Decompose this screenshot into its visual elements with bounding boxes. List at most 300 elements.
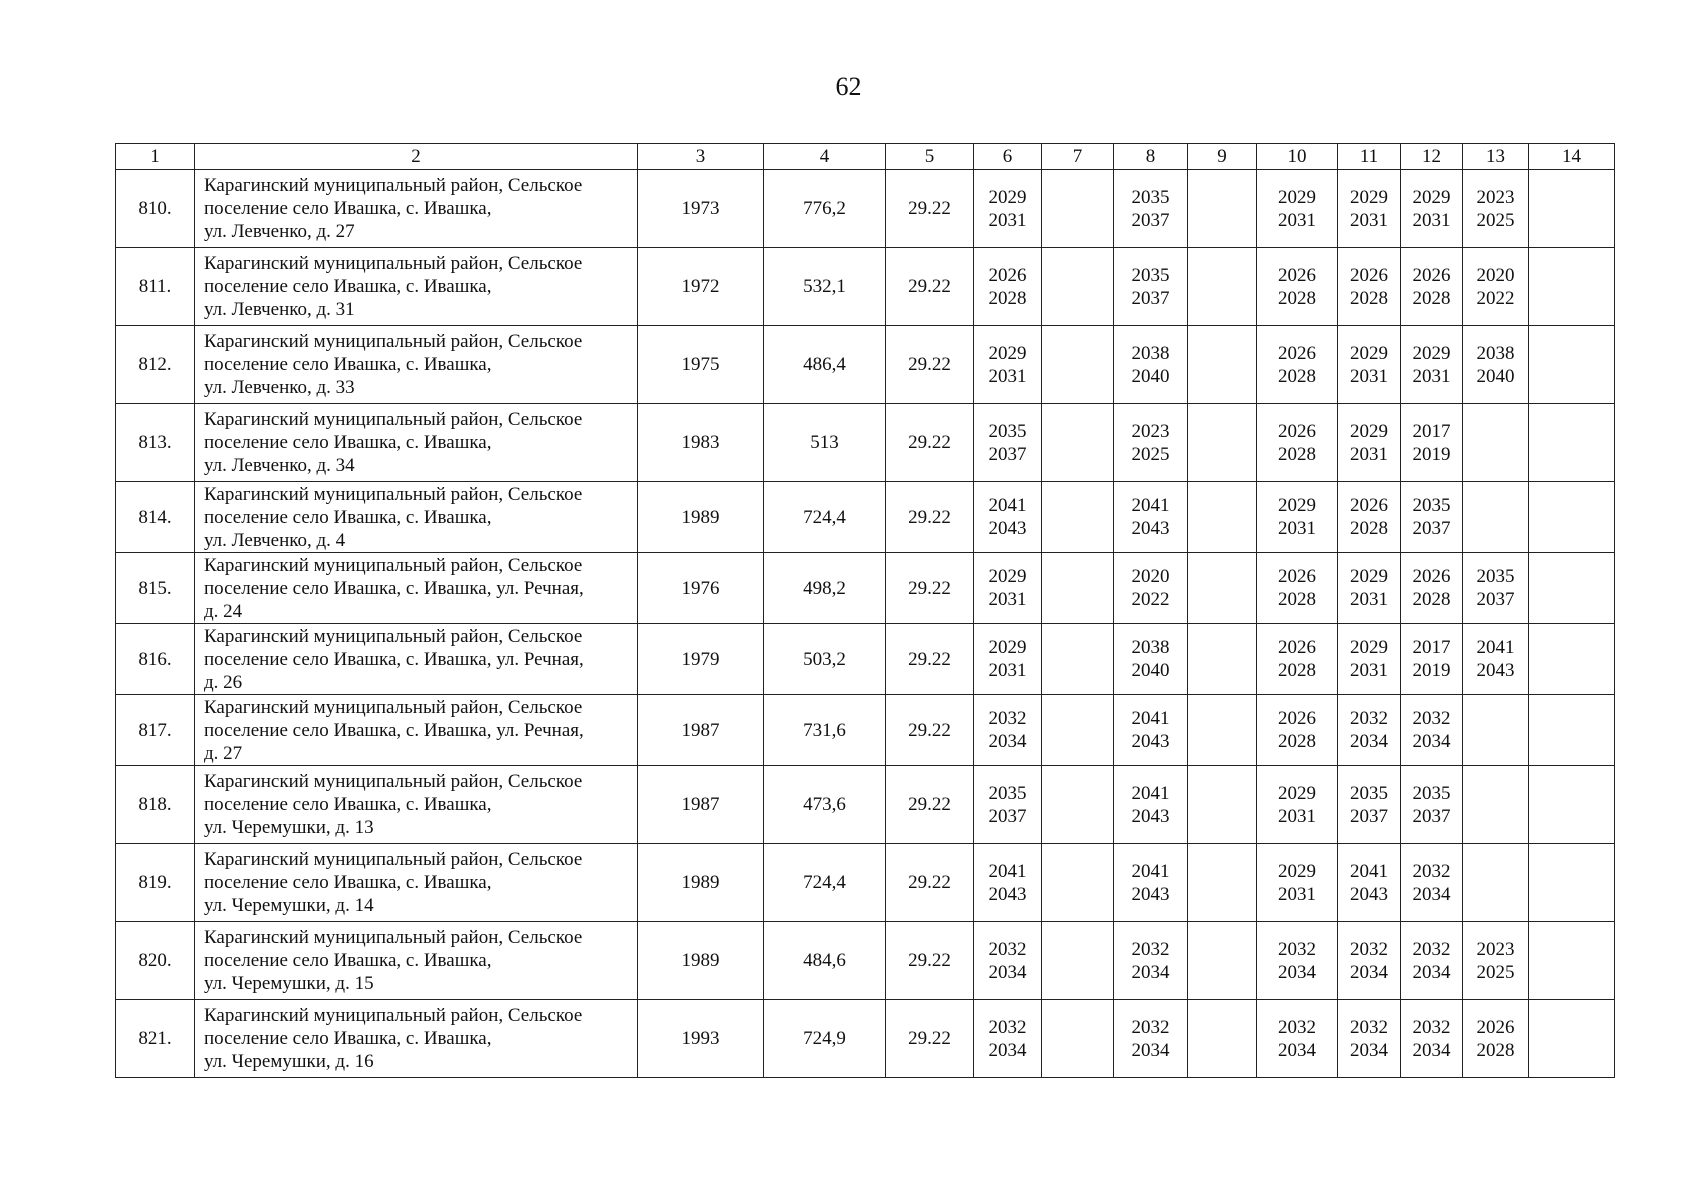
period-year: 2043 <box>1131 883 1170 905</box>
period-year: 2031 <box>988 589 1027 610</box>
period-year: 2032 <box>1350 1016 1388 1038</box>
period-year: 2035 <box>1131 186 1170 208</box>
table-row <box>116 844 1615 922</box>
period-year: 2026 <box>1350 495 1388 516</box>
period-year: 2032 <box>1412 860 1451 882</box>
period-year: 2041 <box>1131 495 1170 516</box>
table-body <box>116 170 1615 1078</box>
period-year: 2040 <box>1131 365 1170 387</box>
period-cell-6 <box>974 404 1042 482</box>
address-line: Карагинский муниципальный район, Сельское <box>204 696 583 718</box>
code-cell: 29.22 <box>886 326 974 404</box>
period-cell-7 <box>1042 326 1114 404</box>
period-year: 2032 <box>1131 938 1170 960</box>
period-year: 2028 <box>1278 287 1316 309</box>
period-cell-11 <box>1338 553 1401 624</box>
period-cell-11 <box>1338 248 1401 326</box>
address-cell <box>195 326 638 404</box>
area-cell: 724,4 <box>764 482 886 553</box>
year-cell: 1983 <box>638 404 764 482</box>
address-line: поселение село Ивашка, с. Ивашка, <box>204 506 492 528</box>
period-year: 2037 <box>1412 805 1451 827</box>
period-year: 2028 <box>1278 589 1316 610</box>
year-cell: 1989 <box>638 922 764 1000</box>
period-cell-14 <box>1529 553 1615 624</box>
period-cell-12 <box>1401 844 1463 922</box>
period-year: 2037 <box>1412 518 1451 539</box>
period-cell-11 <box>1338 695 1401 766</box>
period-cell-9 <box>1188 553 1257 624</box>
period-cell-9 <box>1188 248 1257 326</box>
address-line: ул. Левченко, д. 33 <box>204 377 355 398</box>
row-number: 818. <box>116 766 195 844</box>
period-year: 2037 <box>1476 589 1515 610</box>
header-col-13: 13 <box>1463 144 1529 170</box>
period-year: 2026 <box>1278 264 1316 286</box>
period-year: 2026 <box>988 264 1027 286</box>
period-year: 2037 <box>1350 805 1388 827</box>
period-year: 2032 <box>988 938 1027 960</box>
year-cell: 1989 <box>638 844 764 922</box>
code-cell: 29.22 <box>886 404 974 482</box>
period-cell-11 <box>1338 326 1401 404</box>
header-col-1: 1 <box>116 144 195 170</box>
period-year: 2032 <box>1350 938 1388 960</box>
area-cell: 486,4 <box>764 326 886 404</box>
period-year: 2029 <box>1278 860 1316 882</box>
period-cell-8 <box>1114 170 1188 248</box>
period-year: 2032 <box>1278 1016 1316 1038</box>
period-year: 2032 <box>1412 1016 1451 1038</box>
period-year: 2026 <box>1278 342 1316 364</box>
period-cell-6 <box>974 553 1042 624</box>
table-row <box>116 1000 1615 1078</box>
period-year: 2041 <box>1131 782 1170 804</box>
header-col-10: 10 <box>1257 144 1338 170</box>
period-cell-12 <box>1401 1000 1463 1078</box>
table-row <box>116 482 1615 553</box>
code-cell: 29.22 <box>886 922 974 1000</box>
address-cell <box>195 624 638 695</box>
table-row <box>116 695 1615 766</box>
period-year: 2029 <box>988 637 1027 658</box>
period-year: 2017 <box>1412 637 1451 658</box>
period-year: 2032 <box>988 708 1027 729</box>
table-row <box>116 624 1615 695</box>
period-year: 2025 <box>1131 443 1170 465</box>
period-cell-9 <box>1188 695 1257 766</box>
address-line: ул. Черемушки, д. 15 <box>204 973 374 994</box>
address-line: д. 24 <box>204 600 243 622</box>
address-line: д. 26 <box>204 671 243 693</box>
period-cell-9 <box>1188 844 1257 922</box>
housing-register-table <box>115 143 1615 1078</box>
address-cell <box>195 1000 638 1078</box>
period-year: 2025 <box>1476 961 1515 983</box>
period-year: 2043 <box>1350 883 1388 905</box>
address-cell <box>195 844 638 922</box>
period-cell-13 <box>1463 248 1529 326</box>
period-year: 2028 <box>1278 365 1316 387</box>
year-cell: 1987 <box>638 695 764 766</box>
period-year: 2032 <box>988 1016 1027 1038</box>
table-row <box>116 326 1615 404</box>
period-cell-12 <box>1401 248 1463 326</box>
address-line: Карагинский муниципальный район, Сельское <box>204 849 583 870</box>
period-year: 2031 <box>1412 365 1451 387</box>
period-cell-6 <box>974 624 1042 695</box>
period-cell-10 <box>1257 326 1338 404</box>
address-line: Карагинский муниципальный район, Сельское <box>204 331 583 352</box>
period-cell-12 <box>1401 553 1463 624</box>
address-line: Карагинский муниципальный район, Сельское <box>204 771 583 792</box>
period-cell-11 <box>1338 1000 1401 1078</box>
period-cell-13 <box>1463 404 1529 482</box>
period-cell-8 <box>1114 404 1188 482</box>
address-line: поселение село Ивашка, с. Ивашка, <box>204 432 492 453</box>
period-cell-13 <box>1463 766 1529 844</box>
period-cell-8 <box>1114 482 1188 553</box>
period-year: 2026 <box>1278 420 1316 442</box>
year-cell: 1975 <box>638 326 764 404</box>
period-year: 2034 <box>1278 1039 1316 1061</box>
address-line: Карагинский муниципальный район, Сельское <box>204 409 583 430</box>
period-cell-14 <box>1529 624 1615 695</box>
period-year: 2034 <box>1131 1039 1170 1061</box>
period-year: 2031 <box>1278 518 1316 539</box>
period-year: 2029 <box>1278 782 1316 804</box>
period-cell-13 <box>1463 922 1529 1000</box>
period-cell-14 <box>1529 844 1615 922</box>
period-cell-10 <box>1257 170 1338 248</box>
table-row <box>116 248 1615 326</box>
period-cell-12 <box>1401 326 1463 404</box>
period-year: 2017 <box>1412 420 1451 442</box>
period-year: 2026 <box>1278 637 1316 658</box>
address-line: ул. Черемушки, д. 14 <box>204 895 374 916</box>
period-year: 2031 <box>1350 365 1388 387</box>
period-cell-7 <box>1042 695 1114 766</box>
address-line: поселение село Ивашка, с. Ивашка, ул. Речная, <box>204 648 584 670</box>
period-year: 2034 <box>988 731 1027 752</box>
period-cell-10 <box>1257 553 1338 624</box>
period-cell-11 <box>1338 844 1401 922</box>
period-cell-9 <box>1188 482 1257 553</box>
period-cell-12 <box>1401 624 1463 695</box>
address-line: ул. Левченко, д. 27 <box>204 221 355 242</box>
period-cell-6 <box>974 766 1042 844</box>
period-year: 2019 <box>1412 660 1451 681</box>
period-cell-12 <box>1401 404 1463 482</box>
period-year: 2035 <box>1476 566 1515 587</box>
address-line: Карагинский муниципальный район, Сельское <box>204 483 583 505</box>
address-line: Карагинский муниципальный район, Сельское <box>204 253 583 274</box>
period-cell-14 <box>1529 1000 1615 1078</box>
period-cell-11 <box>1338 404 1401 482</box>
period-year: 2037 <box>1131 209 1170 231</box>
period-cell-7 <box>1042 1000 1114 1078</box>
period-year: 2035 <box>1131 264 1170 286</box>
period-year: 2032 <box>1350 708 1388 729</box>
period-year: 2034 <box>988 1039 1027 1061</box>
period-year: 2031 <box>988 209 1027 231</box>
period-year: 2031 <box>1350 209 1388 231</box>
period-cell-10 <box>1257 844 1338 922</box>
period-cell-14 <box>1529 248 1615 326</box>
area-cell: 473,6 <box>764 766 886 844</box>
address-cell <box>195 766 638 844</box>
address-line: поселение село Ивашка, с. Ивашка, <box>204 794 492 815</box>
period-cell-7 <box>1042 248 1114 326</box>
period-cell-8 <box>1114 326 1188 404</box>
period-cell-13 <box>1463 624 1529 695</box>
period-year: 2028 <box>1350 518 1388 539</box>
period-year: 2031 <box>1278 209 1316 231</box>
period-year: 2041 <box>988 495 1027 516</box>
code-cell: 29.22 <box>886 1000 974 1078</box>
period-year: 2031 <box>1350 443 1388 465</box>
period-year: 2041 <box>988 860 1027 882</box>
period-year: 2043 <box>1131 805 1170 827</box>
period-year: 2032 <box>1412 938 1451 960</box>
period-year: 2026 <box>1278 708 1316 729</box>
period-cell-6 <box>974 248 1042 326</box>
period-year: 2034 <box>1412 961 1451 983</box>
period-year: 2034 <box>1412 1039 1451 1061</box>
period-cell-9 <box>1188 170 1257 248</box>
address-line: ул. Левченко, д. 4 <box>204 529 346 551</box>
header-col-3: 3 <box>638 144 764 170</box>
period-year: 2031 <box>1412 209 1451 231</box>
period-cell-8 <box>1114 553 1188 624</box>
period-cell-11 <box>1338 170 1401 248</box>
code-cell: 29.22 <box>886 766 974 844</box>
period-cell-8 <box>1114 248 1188 326</box>
period-year: 2035 <box>1412 782 1451 804</box>
address-line: Карагинский муниципальный район, Сельское <box>204 1005 583 1026</box>
period-cell-8 <box>1114 844 1188 922</box>
address-line: поселение село Ивашка, с. Ивашка, <box>204 872 492 893</box>
period-year: 2037 <box>1131 287 1170 309</box>
address-line: ул. Левченко, д. 34 <box>204 455 355 476</box>
period-year: 2035 <box>1350 782 1388 804</box>
period-year: 2031 <box>1350 589 1388 610</box>
period-cell-8 <box>1114 624 1188 695</box>
address-cell <box>195 922 638 1000</box>
period-cell-14 <box>1529 170 1615 248</box>
row-number: 819. <box>116 844 195 922</box>
period-cell-7 <box>1042 922 1114 1000</box>
address-line: поселение село Ивашка, с. Ивашка, <box>204 198 492 219</box>
period-year: 2037 <box>988 443 1027 465</box>
row-number: 816. <box>116 624 195 695</box>
period-cell-7 <box>1042 553 1114 624</box>
code-cell: 29.22 <box>886 482 974 553</box>
address-line: поселение село Ивашка, с. Ивашка, ул. Речная, <box>204 577 584 599</box>
area-cell: 503,2 <box>764 624 886 695</box>
period-cell-10 <box>1257 922 1338 1000</box>
year-cell: 1973 <box>638 170 764 248</box>
period-cell-8 <box>1114 922 1188 1000</box>
period-year: 2026 <box>1412 566 1451 587</box>
period-year: 2034 <box>1350 1039 1388 1061</box>
period-cell-6 <box>974 844 1042 922</box>
period-year: 2022 <box>1476 287 1515 309</box>
table-row <box>116 922 1615 1000</box>
year-cell: 1989 <box>638 482 764 553</box>
period-year: 2026 <box>1476 1016 1515 1038</box>
address-cell <box>195 248 638 326</box>
period-cell-12 <box>1401 695 1463 766</box>
period-year: 2029 <box>988 342 1027 364</box>
year-cell: 1976 <box>638 553 764 624</box>
period-cell-6 <box>974 1000 1042 1078</box>
period-year: 2028 <box>1350 287 1388 309</box>
period-year: 2020 <box>1476 264 1515 286</box>
year-cell: 1993 <box>638 1000 764 1078</box>
period-cell-14 <box>1529 482 1615 553</box>
period-cell-12 <box>1401 170 1463 248</box>
header-col-4: 4 <box>764 144 886 170</box>
address-line: ул. Черемушки, д. 16 <box>204 1051 374 1072</box>
area-cell: 532,1 <box>764 248 886 326</box>
period-cell-6 <box>974 326 1042 404</box>
period-year: 2034 <box>1412 883 1451 905</box>
period-cell-8 <box>1114 695 1188 766</box>
address-cell <box>195 404 638 482</box>
period-year: 2034 <box>1412 731 1451 752</box>
period-year: 2023 <box>1476 186 1515 208</box>
period-year: 2037 <box>988 805 1027 827</box>
row-number: 810. <box>116 170 195 248</box>
period-cell-6 <box>974 482 1042 553</box>
period-cell-9 <box>1188 326 1257 404</box>
period-cell-14 <box>1529 695 1615 766</box>
period-year: 2026 <box>1278 566 1316 587</box>
period-year: 2029 <box>1412 186 1451 208</box>
period-year: 2034 <box>988 961 1027 983</box>
period-cell-13 <box>1463 1000 1529 1078</box>
area-cell: 498,2 <box>764 553 886 624</box>
period-year: 2034 <box>1131 961 1170 983</box>
address-line: Карагинский муниципальный район, Сельское <box>204 175 583 196</box>
period-year: 2043 <box>1476 660 1515 681</box>
period-year: 2028 <box>1278 443 1316 465</box>
code-cell: 29.22 <box>886 624 974 695</box>
period-year: 2041 <box>1131 860 1170 882</box>
period-cell-10 <box>1257 766 1338 844</box>
period-year: 2040 <box>1476 365 1515 387</box>
period-cell-9 <box>1188 766 1257 844</box>
period-year: 2028 <box>1412 287 1451 309</box>
period-cell-10 <box>1257 482 1338 553</box>
area-cell: 513 <box>764 404 886 482</box>
address-cell <box>195 553 638 624</box>
period-cell-14 <box>1529 326 1615 404</box>
area-cell: 731,6 <box>764 695 886 766</box>
period-year: 2043 <box>1131 731 1170 752</box>
period-cell-6 <box>974 695 1042 766</box>
period-year: 2023 <box>1131 420 1170 442</box>
period-cell-13 <box>1463 170 1529 248</box>
table-row <box>116 766 1615 844</box>
address-line: поселение село Ивашка, с. Ивашка, <box>204 950 492 971</box>
address-line: поселение село Ивашка, с. Ивашка, <box>204 1028 492 1049</box>
period-year: 2029 <box>1350 186 1388 208</box>
period-cell-9 <box>1188 624 1257 695</box>
period-year: 2034 <box>1350 731 1388 752</box>
period-cell-8 <box>1114 1000 1188 1078</box>
period-year: 2029 <box>1350 637 1388 658</box>
address-cell <box>195 170 638 248</box>
period-year: 2029 <box>988 566 1027 587</box>
period-year: 2032 <box>1131 1016 1170 1038</box>
period-year: 2043 <box>988 883 1027 905</box>
row-number: 813. <box>116 404 195 482</box>
period-year: 2029 <box>1412 342 1451 364</box>
address-line: поселение село Ивашка, с. Ивашка, <box>204 276 492 297</box>
code-cell: 29.22 <box>886 248 974 326</box>
header-col-2: 2 <box>195 144 638 170</box>
period-year: 2028 <box>988 287 1027 309</box>
header-col-6: 6 <box>974 144 1042 170</box>
page-number: 62 <box>835 72 862 101</box>
period-cell-13 <box>1463 553 1529 624</box>
period-year: 2041 <box>1131 708 1170 729</box>
period-year: 2028 <box>1278 660 1316 681</box>
period-year: 2020 <box>1131 566 1170 587</box>
address-line: ул. Левченко, д. 31 <box>204 299 355 320</box>
period-year: 2034 <box>1350 961 1388 983</box>
period-year: 2026 <box>1412 264 1451 286</box>
period-year: 2029 <box>1278 495 1316 516</box>
table-row <box>116 404 1615 482</box>
period-cell-7 <box>1042 482 1114 553</box>
period-year: 2028 <box>1476 1039 1515 1061</box>
period-year: 2041 <box>1350 860 1388 882</box>
row-number: 812. <box>116 326 195 404</box>
year-cell: 1972 <box>638 248 764 326</box>
period-year: 2029 <box>1350 566 1388 587</box>
period-cell-12 <box>1401 922 1463 1000</box>
period-year: 2029 <box>988 186 1027 208</box>
period-cell-12 <box>1401 482 1463 553</box>
period-cell-11 <box>1338 482 1401 553</box>
period-cell-7 <box>1042 624 1114 695</box>
period-cell-12 <box>1401 766 1463 844</box>
period-year: 2031 <box>1350 660 1388 681</box>
period-cell-13 <box>1463 482 1529 553</box>
period-cell-7 <box>1042 766 1114 844</box>
period-cell-10 <box>1257 248 1338 326</box>
header-col-8: 8 <box>1114 144 1188 170</box>
period-cell-11 <box>1338 624 1401 695</box>
header-col-7: 7 <box>1042 144 1114 170</box>
row-number: 811. <box>116 248 195 326</box>
header-col-5: 5 <box>886 144 974 170</box>
period-cell-14 <box>1529 922 1615 1000</box>
row-number: 817. <box>116 695 195 766</box>
period-year: 2035 <box>988 782 1027 804</box>
period-year: 2023 <box>1476 938 1515 960</box>
period-year: 2019 <box>1412 443 1451 465</box>
table-row <box>116 553 1615 624</box>
address-cell <box>195 482 638 553</box>
period-cell-13 <box>1463 326 1529 404</box>
period-year: 2022 <box>1131 589 1170 610</box>
period-cell-6 <box>974 170 1042 248</box>
period-year: 2032 <box>1412 708 1451 729</box>
